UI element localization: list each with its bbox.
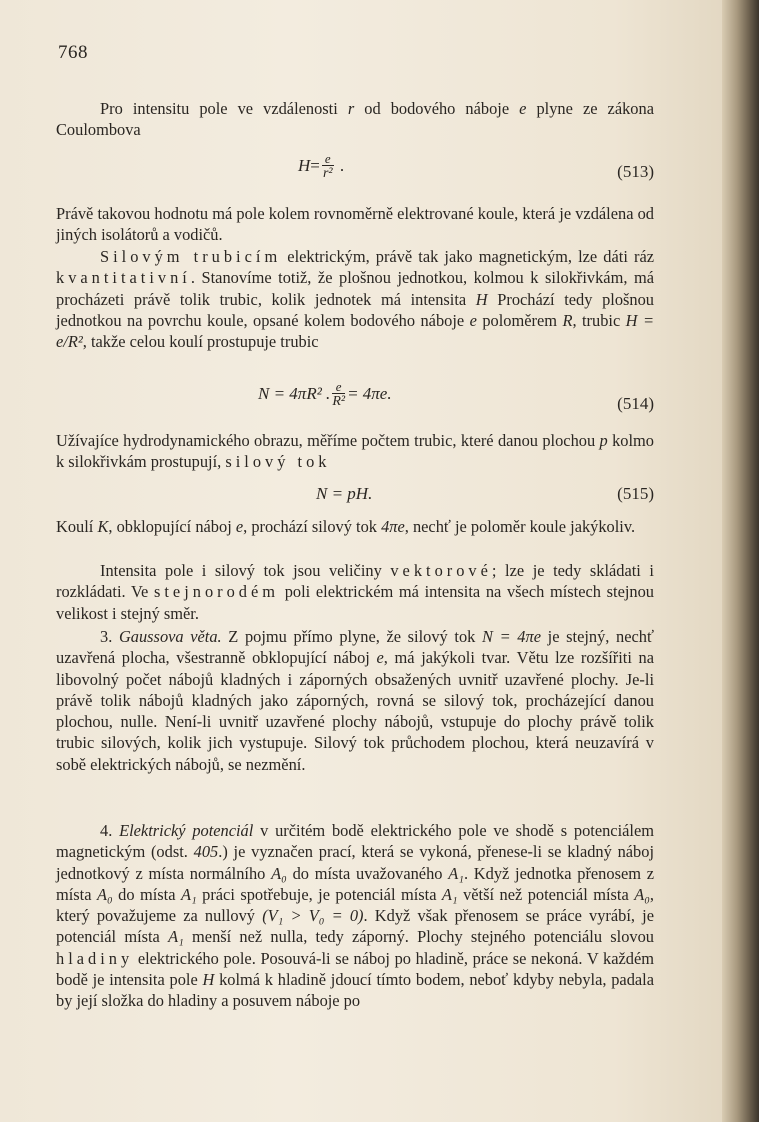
paragraph-sphere: Právě takovou hodnotu má pole kolem rovnoměrně elektrované koule, která je vzdálena od jiných isolátorů a vodičů. — [56, 204, 654, 245]
paragraph-sphere-flux: Koulí K, obklopující náboj e, prochází silový tok 4πe, nechť je poloměr koule jakýkoliv. — [56, 517, 636, 536]
paragraph-potential: 4. Elektrický potenciál v určitém bodě elektrického pole ve shodě s potenciálem magnetickým (odst. 405.) je vyznačen prací, která se vykoná, přenese-li se kladný náboj jednotkový z místa normálního A₀ do místa uvažovaného A₁. Když jednotka přenosem z místa A₀ do místa A₁ práci spotřebuje, je potenciál místa A₁ větší než potenciál místa A₀, který považujeme za nullový (V₁ > V₀ = 0). Když však přenosem se práce vyrábí, je potenciál místa A₁ menší než nulla, tedy záporný. Plochy stejného potenciálu slovou hladiny elektrického pole. Posouvá-li se náboj po hladině, práce se nekoná. V každém bodě je intensita pole H kolmá k hladině jdoucí tímto bodem, neboť kdyby nebyla, padala by její složka do hladiny a posuvem náboje po — [56, 821, 655, 1011]
paragraph-vectors: Intensita pole i silový tok jsou veličiny vektorové; lze je tedy skládati i rozkládati. Ve stejnorodém poli elektrickém má intensita na všech místech stejnou velikost i stejný směr. — [56, 561, 654, 623]
section-title-potential: Elektrický potenciál — [119, 821, 254, 840]
equation-513: H= $\frac{e}{\text{r²}}$ . — [298, 151, 345, 181]
section-title-gauss: Gaussova věta. — [118, 627, 222, 646]
equation-number-513: (513) — [617, 162, 654, 181]
paragraph-gauss: 3. Gaussova věta. Z pojmu přímo plyne, že silový tok N = 4πe je stejný, nechť uzavřená plocha, všestranně obklopující náboj e, má jakýkoli tvar. Větu lze rozšířiti na libovolný počet nábojů kladných i záporných obsažených uvnitř uzavřené plochy. Je-li právě tolik nábojů kladných jako záporných, rovná se silový tok, procházející danou plochou, nulle. Není-li uvnitř uzavřené plochy nábojů, vstupuje do plochy právě tolik trubic silových, kolik jich vystupuje. Silový tok průchodem plochou, která neuzavírá v sobě elektrických nábojů, se nezmění. — [56, 627, 654, 774]
book-spine-shadow — [722, 0, 759, 1122]
equation-number-514: (514) — [617, 394, 654, 413]
paragraph-flux: Užívajíce hydrodynamického obrazu, měříme počtem trubic, které danou plochou p kolmo k silokřivkám prostupují, silový tok — [56, 431, 655, 472]
paragraph-tubes: Silovým trubicím elektrickým, právě tak jako magnetickým, lze dáti ráz kvantitativní. Stanovíme totiž, že plošnou jednotkou, kolmou k silokřivkám, má procházeti právě tolik trubic, kolik jednotek má intensita H Prochází tedy plošnou jednotkou na povrchu koule, opsané kolem bodového náboje e poloměrem R, trubic H = e/R², takže celou koulí prostupuje trubic — [56, 247, 655, 352]
equation-number-515: (515) — [617, 484, 654, 503]
equation-515: N = pH. — [316, 484, 373, 503]
page-number: 768 — [58, 42, 88, 63]
paragraph-intro: Pro intensitu pole ve vzdálenosti r od bodového náboje e plyne ze zákona Coulombova — [56, 99, 654, 140]
equation-514: N = 4πR² . $\frac{e}{\text{R²}}$ = 4πe. — [258, 379, 392, 409]
